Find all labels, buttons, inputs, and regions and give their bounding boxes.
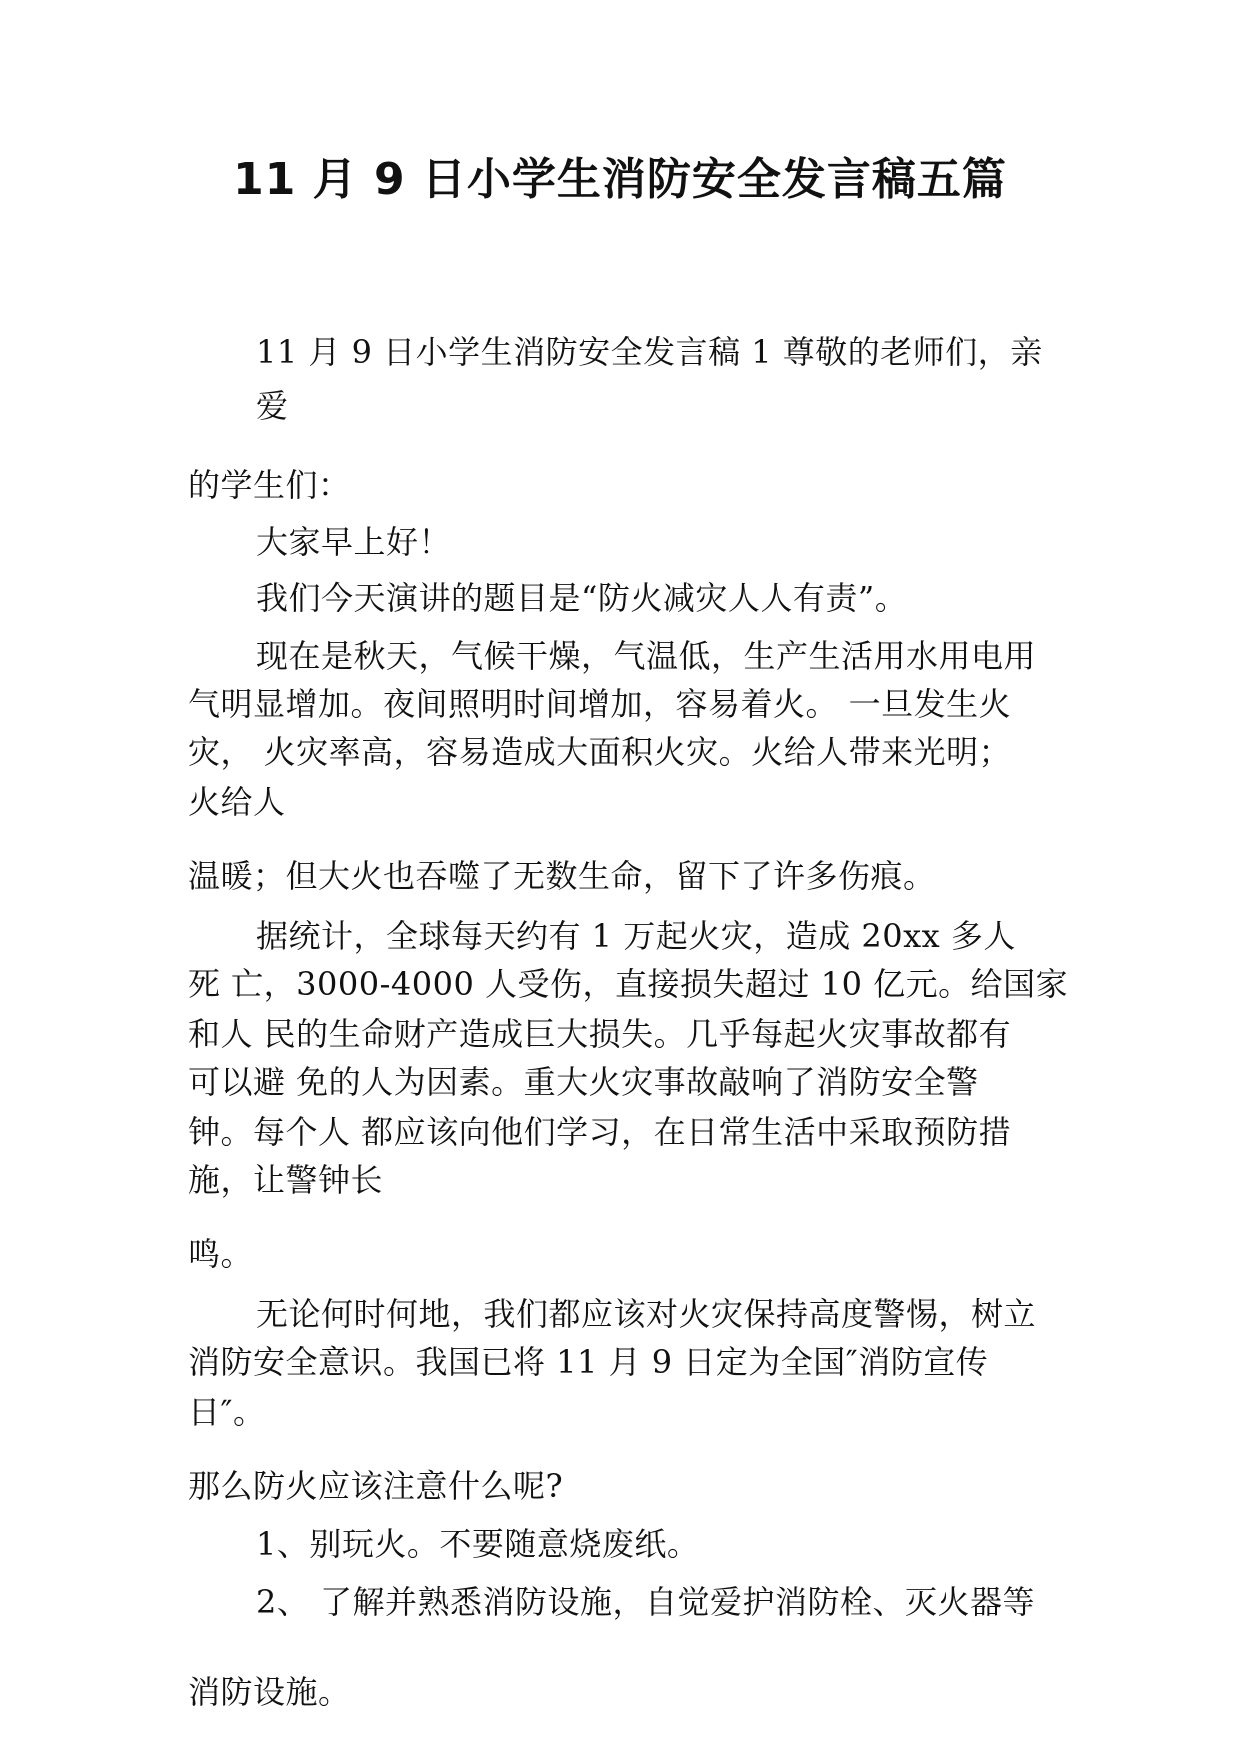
- text-line: 11 月 9 日小学生消防安全发言稿 1 尊敬的老师们，亲: [256, 333, 1043, 371]
- text-line: 2、 了解并熟悉消防设施，自觉爱护消防栓、灭火器等: [256, 1583, 1036, 1621]
- text-line: 施，让警钟长: [188, 1161, 384, 1199]
- text-line: 灾， 火灾率高，容易造成大面积火灾。火给人带来光明；: [188, 733, 1012, 771]
- text-line: 我们今天演讲的题目是“防火减灾人人有责”。: [256, 579, 908, 617]
- text-line: 消防安全意识。我国已将 11 月 9 日定为全国″消防宣传: [188, 1343, 989, 1381]
- text-line: 消防设施。: [188, 1673, 351, 1711]
- text-line: 鸣。: [188, 1235, 254, 1273]
- text-line: 1、别玩火。不要随意烧废纸。: [256, 1525, 700, 1563]
- text-line: 的学生们：: [188, 466, 351, 504]
- page-title: 11 月 9 日小学生消防安全发言稿五篇: [233, 154, 1007, 205]
- text-line: 那么防火应该注意什么呢?: [188, 1467, 564, 1505]
- text-line: 钟。每个人 都应该向他们学习，在日常生活中采取预防措: [188, 1113, 1012, 1151]
- text-line: 温暖；但大火也吞噬了无数生命，留下了许多伤痕。: [188, 857, 936, 895]
- text-line: 爱: [256, 387, 289, 425]
- text-line: 死 亡，3000-4000 人受伤，直接损失超过 10 亿元。给国家: [188, 965, 1069, 1003]
- text-line: 据统计，全球每天约有 1 万起火灾，造成 20xx 多人: [256, 917, 1016, 955]
- text-line: 大家早上好！: [256, 523, 452, 561]
- text-line: 和人 民的生命财产造成巨大损失。几乎每起火灾事故都有: [188, 1015, 1012, 1053]
- text-line: 可以避 免的人为因素。重大火灾事故敲响了消防安全警: [188, 1063, 979, 1101]
- text-line: 现在是秋天，气候干燥，气温低，生产生活用水用电用: [256, 637, 1037, 675]
- text-line: 气明显增加。夜间照明时间增加，容易着火。 一旦发生火: [188, 685, 1012, 723]
- text-line: 日″。: [188, 1393, 266, 1431]
- text-line: 火给人: [188, 783, 286, 821]
- text-line: 无论何时何地，我们都应该对火灾保持高度警惕，树立: [256, 1295, 1037, 1333]
